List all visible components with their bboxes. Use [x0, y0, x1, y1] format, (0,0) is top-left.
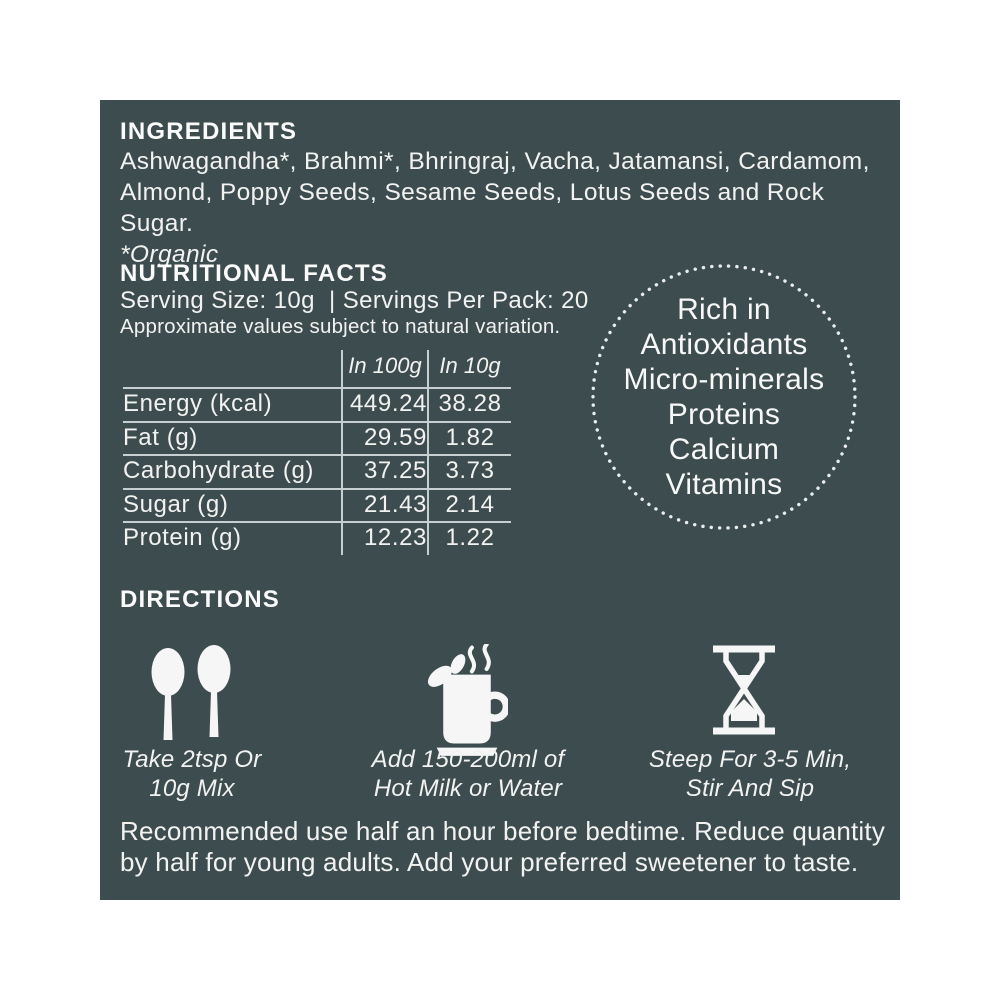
- nutrition-table: [123, 350, 511, 555]
- values-disclaimer: Approximate values subject to natural variation.: [120, 315, 561, 338]
- row-label: Energy (kcal): [123, 388, 342, 422]
- serving-info: Serving Size: 10g | Servings Per Pack: 20: [120, 287, 589, 314]
- ingredients-heading: INGREDIENTS: [120, 118, 298, 145]
- row-value-10g: 2.14: [428, 489, 511, 523]
- row-value-100g: 12.23: [342, 522, 428, 555]
- caption-line: Hot Milk or Water: [373, 775, 563, 802]
- badge-line: Rich in: [677, 293, 771, 326]
- steaming-cup-icon: [426, 644, 508, 757]
- header-blank: [123, 350, 342, 388]
- badge-line: Antioxidants: [640, 328, 808, 361]
- row-label: Protein (g): [123, 522, 342, 555]
- step-caption-hourglass: [633, 745, 867, 803]
- ingredients-text: [120, 146, 882, 270]
- table-header-row: [123, 350, 511, 388]
- ingredients-line-1: Ashwagandha*, Brahmi*, Bhringraj, Vacha, Jatamansi, Cardamom,: [120, 148, 870, 175]
- row-value-10g: 1.82: [428, 422, 511, 456]
- badge-line: Vitamins: [665, 468, 783, 501]
- row-value-10g: 1.22: [428, 522, 511, 555]
- badge-text: [589, 262, 859, 532]
- row-value-10g: 3.73: [428, 455, 511, 489]
- caption-line: Add 150-200ml of: [371, 746, 565, 773]
- row-label: Sugar (g): [123, 489, 342, 523]
- usage-note-line-1: Recommended use half an hour before bedtime. Reduce quantity: [120, 816, 886, 846]
- organic-note: *Organic: [120, 241, 219, 268]
- badge-line: Micro-minerals: [623, 363, 825, 396]
- ingredients-line-2: Almond, Poppy Seeds, Sesame Seeds, Lotus Seeds and Rock Sugar.: [120, 179, 825, 237]
- row-label: Fat (g): [123, 422, 342, 456]
- badge-line: Proteins: [667, 398, 781, 431]
- caption-line: Steep For 3-5 Min,: [648, 746, 852, 773]
- caption-line: Take 2tsp Or: [122, 746, 262, 773]
- directions-heading: DIRECTIONS: [120, 586, 281, 613]
- step-caption-cup: [357, 745, 579, 803]
- table-row: [123, 455, 511, 489]
- spoons-icon: [148, 645, 233, 740]
- step-caption-spoons: [100, 745, 284, 803]
- header-per-10g: In 10g: [428, 350, 511, 388]
- row-value-100g: 37.25: [342, 455, 428, 489]
- badge-line: Calcium: [668, 433, 780, 466]
- row-value-100g: 449.24: [342, 388, 428, 422]
- row-label: Carbohydrate (g): [123, 455, 342, 489]
- usage-note-line-2: by half for young adults. Add your preferred sweetener to taste.: [120, 846, 859, 877]
- table-row: [123, 422, 511, 456]
- table-row: [123, 388, 511, 422]
- table-row: [123, 522, 511, 555]
- header-per-100g: In 100g: [342, 350, 428, 388]
- hourglass-icon: [708, 645, 780, 735]
- rich-in-badge: [589, 262, 859, 532]
- row-value-10g: 38.28: [428, 388, 511, 422]
- usage-note: [120, 816, 890, 877]
- row-value-100g: 21.43: [342, 489, 428, 523]
- caption-line: 10g Mix: [149, 775, 235, 802]
- nutritional-facts-heading: NUTRITIONAL FACTS: [120, 260, 388, 287]
- label-panel: [100, 100, 900, 900]
- caption-line: Stir And Sip: [685, 775, 815, 802]
- row-value-100g: 29.59: [342, 422, 428, 456]
- table-row: [123, 489, 511, 523]
